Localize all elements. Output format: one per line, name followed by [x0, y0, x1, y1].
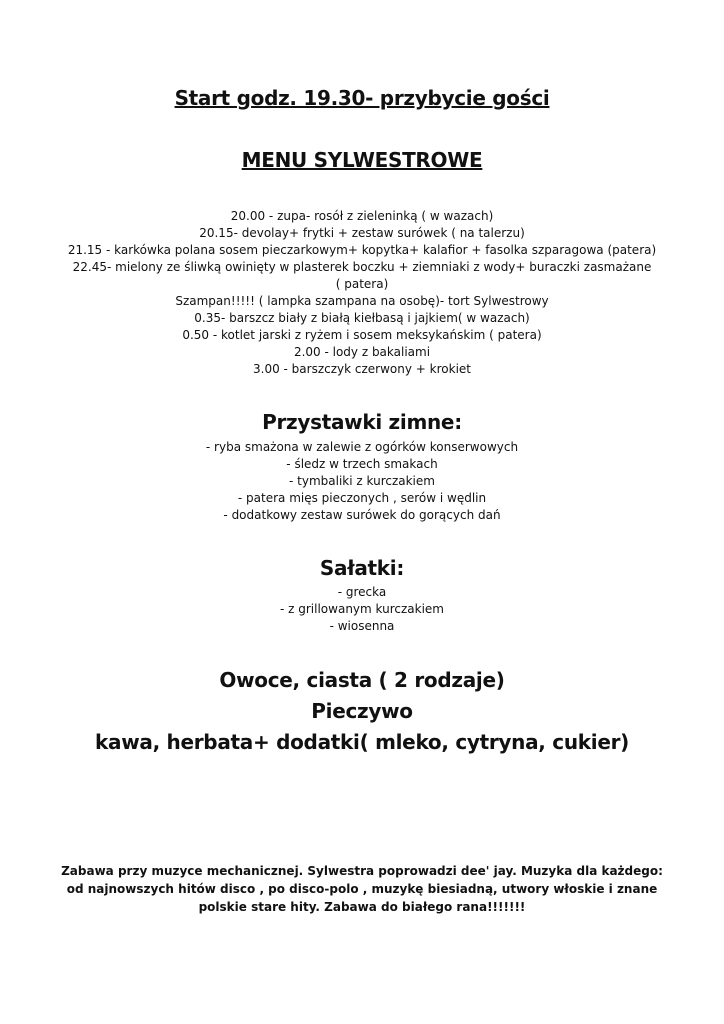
menu-item: 22.45- mielony ze śliwką owinięty w plasterek boczku + ziemniaki z wody+ buraczki zasmażane [72, 260, 652, 274]
menu-item: ( patera) [335, 277, 389, 291]
salatki-item: - wiosenna [329, 619, 395, 633]
footer-line: od najnowszych hitów disco , po disco-polo , muzykę biesiadną, utwory włoskie i znane [66, 882, 658, 896]
przystawki-item: - ryba smażona w zalewie z ogórków konserwowych [205, 440, 519, 454]
przystawki-item: - śledz w trzech smakach [286, 457, 438, 471]
extras-bread: Pieczywo [311, 699, 413, 723]
footer-line: polskie stare hity. Zabawa do białego rana!!!!!!! [198, 900, 526, 914]
menu-item: 3.00 - barszczyk czerwony + krokiet [253, 362, 471, 376]
menu-item: 0.35- barszcz biały z białą kiełbasą i jajkiem( w wazach) [194, 311, 530, 325]
start-heading: Start godz. 19.30- przybycie gości [174, 86, 550, 110]
extras-drinks: kawa, herbata+ dodatki( mleko, cytryna, cukier) [95, 730, 629, 754]
footer-line: Zabawa przy muzyce mechanicznej. Sylwestra poprowadzi dee' jay. Muzyka dla każdego: [61, 864, 663, 878]
menu-item: 20.15- devolay+ frytki + zestaw surówek ( na talerzu) [199, 226, 525, 240]
salatki-item: - z grillowanym kurczakiem [280, 602, 444, 616]
salatki-heading: Sałatki: [319, 556, 405, 580]
przystawki-item: - dodatkowy zestaw surówek do gorących dań [223, 508, 501, 522]
przystawki-heading: Przystawki zimne: [262, 410, 462, 434]
menu-item: 21.15 - karkówka polana sosem pieczarkowym+ kopytka+ kalafior + fasolka szparagowa (patera) [67, 243, 657, 257]
menu-item: 20.00 - zupa- rosół z zieleninką ( w wazach) [230, 209, 494, 223]
menu-item: 2.00 - lody z bakaliami [293, 345, 431, 359]
menu-item: 0.50 - kotlet jarski z ryżem i sosem meksykańskim ( patera) [182, 328, 542, 342]
salatki-list [0, 584, 724, 635]
menu-items-list [0, 208, 724, 378]
menu-item: Szampan!!!!! ( lampka szampana na osobę)- tort Sylwestrowy [175, 294, 549, 308]
przystawki-item: - tymbaliki z kurczakiem [289, 474, 435, 488]
salatki-item: - grecka [337, 585, 387, 599]
footer-note [0, 862, 724, 916]
przystawki-list [0, 439, 724, 524]
menu-heading: MENU SYLWESTROWE [241, 148, 483, 172]
przystawki-item: - patera mięs pieczonych , serów i wędlin [237, 491, 487, 505]
extras-fruit-cakes: Owoce, ciasta ( 2 rodzaje) [219, 668, 505, 692]
